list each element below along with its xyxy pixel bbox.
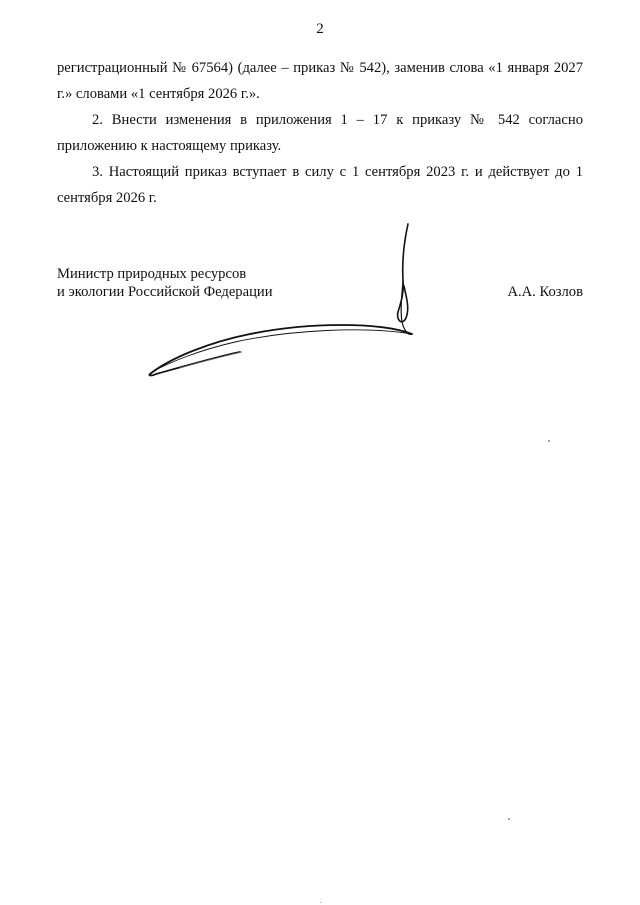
signer-name: А.А. Козлов: [507, 284, 583, 300]
paragraph-item-2: 2. Внести изменения в приложения 1 – 17 к приказу № 542 согласно приложению к настоящему приказу.: [57, 112, 583, 154]
scan-speck: [508, 818, 510, 820]
paragraph-continuation: регистрационный № 67564) (далее – приказ № 542), заменив слова «1 января 2027 г.» словами «1 сентября 2026 г.».: [57, 60, 583, 102]
scan-speck: [548, 440, 550, 442]
document-body: [57, 55, 583, 211]
signer-position-line-2: и экологии Российской Федерации: [57, 284, 273, 300]
signer-position-line-1: Министр природных ресурсов: [57, 266, 247, 282]
page-number: 2: [316, 21, 324, 37]
handwritten-signature: [140, 222, 430, 387]
scan-speck: [320, 902, 321, 903]
paragraph-item-3: 3. Настоящий приказ вступает в силу с 1 сентября 2023 г. и действует до 1 сентября 2026 г.: [57, 164, 583, 206]
